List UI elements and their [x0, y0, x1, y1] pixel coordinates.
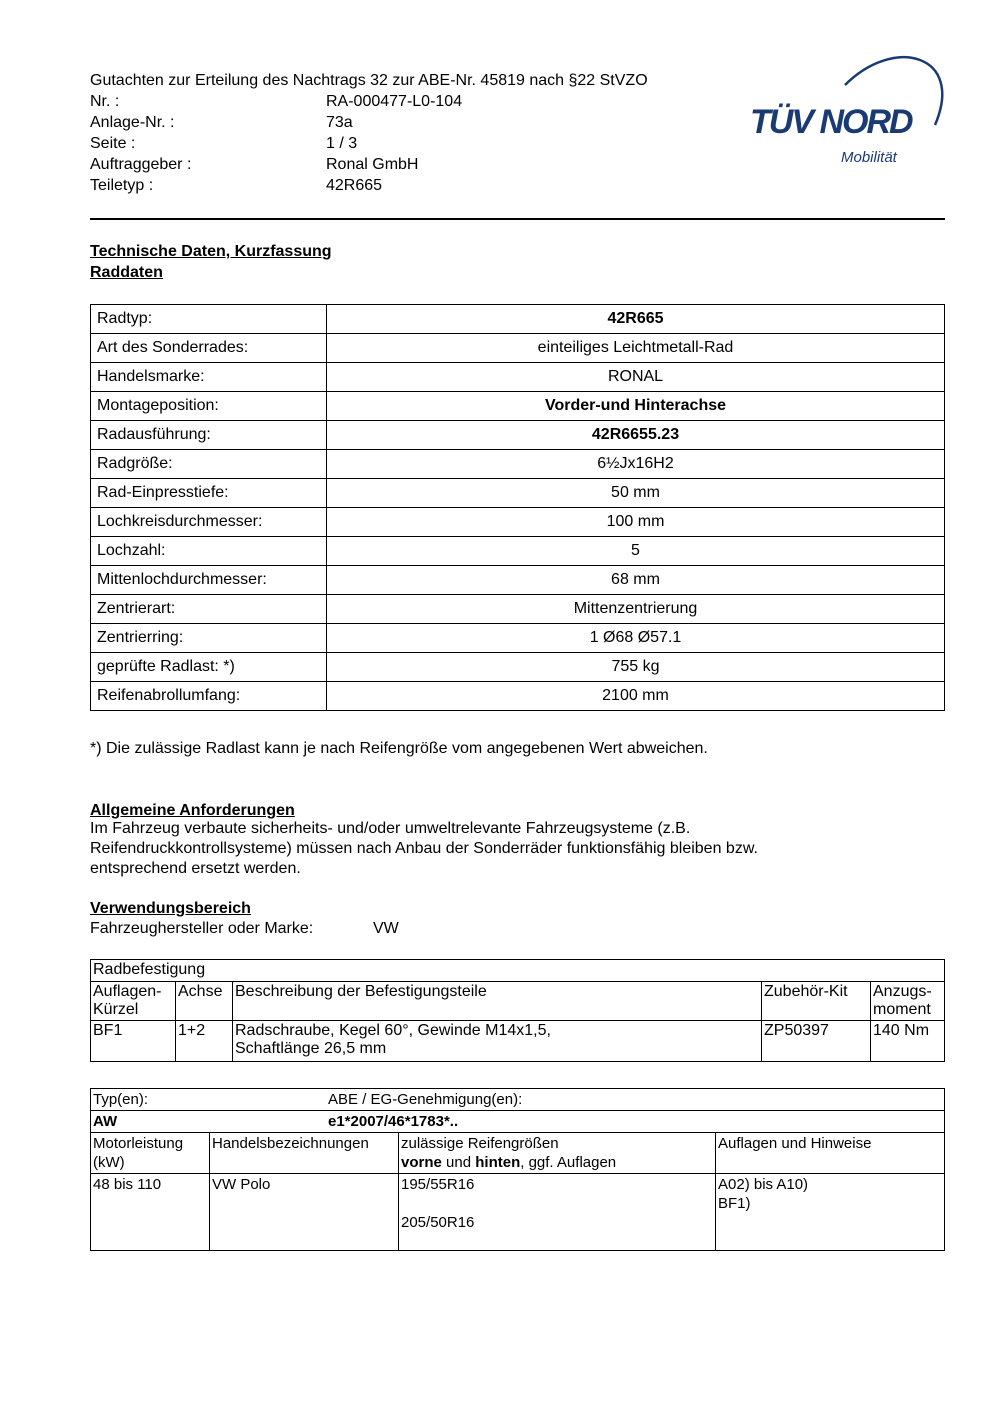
raddaten-row — [91, 363, 945, 392]
typ-header-right: ABE / EG-Genehmigung(en): — [328, 1091, 523, 1108]
col-reifen-rest: , ggf. Auflagen — [520, 1154, 617, 1171]
raddaten-value: 1 Ø68 Ø57.1 — [327, 624, 945, 653]
raddaten-key: Reifenabrollumfang: — [91, 682, 327, 711]
row-leistung: 48 bis 110 — [91, 1174, 210, 1251]
col-auflagen: Auflagen und Hinweise — [716, 1133, 945, 1174]
row-auflagen: A02) bis A10) BF1) — [716, 1174, 945, 1251]
logo-sub: Mobilität — [841, 149, 897, 166]
raddaten-value: 42R665 — [327, 305, 945, 334]
raddaten-row — [91, 624, 945, 653]
col-reifen-line2 — [401, 1153, 713, 1172]
bef-kuerzel: BF1 — [91, 1021, 176, 1062]
bef-beschreibung: Radschraube, Kegel 60°, Gewinde M14x1,5, Schaftlänge 26,5 mm — [233, 1021, 762, 1062]
reifen-2: 205/50R16 — [401, 1214, 475, 1231]
header-field-value: 1 / 3 — [326, 135, 358, 152]
raddaten-value: 755 kg — [327, 653, 945, 682]
raddaten-key: Radausführung: — [91, 421, 327, 450]
header-field-label: Anlage-Nr. : — [90, 114, 175, 131]
footnote: *) Die zulässige Radlast kann je nach Reifengröße vom angegebenen Wert abweichen. — [90, 740, 708, 757]
raddaten-key: Mittenlochdurchmesser: — [91, 566, 327, 595]
header-field-label: Nr. : — [90, 93, 120, 110]
raddaten-key: Handelsmarke: — [91, 363, 327, 392]
bef-h-kuerzel: Auflagen- Kürzel — [91, 982, 176, 1021]
col-reifen-und: und — [441, 1154, 476, 1171]
raddaten-key: Montageposition: — [91, 392, 327, 421]
verwendung-title: Verwendungsbereich — [90, 900, 251, 917]
header-field-value: 42R665 — [326, 177, 383, 194]
raddaten-row — [91, 566, 945, 595]
raddaten-row — [91, 508, 945, 537]
section-tech-title: Technische Daten, Kurzfassung — [90, 243, 332, 260]
col-handel: Handelsbezeichnungen — [210, 1133, 399, 1174]
bef-h-kit: Zubehör-Kit — [762, 982, 871, 1021]
tuv-nord-logo — [745, 45, 950, 170]
col-leistung: Motorleistung (kW) — [91, 1133, 210, 1174]
col-reifen-line1: zulässige Reifengrößen — [401, 1135, 559, 1152]
typ-value: AW — [93, 1113, 118, 1130]
allgemein-line: Im Fahrzeug verbaute sicherheits- und/oder umweltrelevante Fahrzeugsysteme (z.B. — [90, 820, 691, 837]
raddaten-value: 2100 mm — [327, 682, 945, 711]
raddaten-key: Lochkreisdurchmesser: — [91, 508, 327, 537]
row-reifen — [399, 1174, 716, 1251]
header-rule — [90, 218, 945, 220]
allgemein-title: Allgemeine Anforderungen — [90, 802, 295, 819]
raddaten-key: Radgröße: — [91, 450, 327, 479]
section-tech-subtitle: Raddaten — [90, 264, 163, 281]
col-reifen-vorne: vorne — [401, 1154, 442, 1171]
col-reifen — [399, 1133, 716, 1174]
typen-table — [90, 1088, 945, 1251]
header-field-value: Ronal GmbH — [326, 156, 419, 173]
radbefestigung-table — [90, 959, 945, 1062]
raddaten-value: Vorder-und Hinterachse — [327, 392, 945, 421]
bef-achse: 1+2 — [176, 1021, 233, 1062]
raddaten-value: Mittenzentrierung — [327, 595, 945, 624]
raddaten-value: 6½Jx16H2 — [327, 450, 945, 479]
bef-caption: Radbefestigung — [91, 960, 945, 982]
typ-header — [91, 1089, 945, 1111]
raddaten-key: Zentrierring: — [91, 624, 327, 653]
doc-title: Gutachten zur Erteilung des Nachtrags 32 zur ABE-Nr. 45819 nach §22 StVZO — [90, 72, 648, 89]
raddaten-value: 5 — [327, 537, 945, 566]
raddaten-row — [91, 537, 945, 566]
raddaten-key: geprüfte Radlast: *) — [91, 653, 327, 682]
raddaten-value: 68 mm — [327, 566, 945, 595]
raddaten-key: Radtyp: — [91, 305, 327, 334]
header-field-label: Auftraggeber : — [90, 156, 192, 173]
raddaten-key: Zentrierart: — [91, 595, 327, 624]
typ-row — [91, 1111, 945, 1133]
bef-h-achse: Achse — [176, 982, 233, 1021]
raddaten-row — [91, 479, 945, 508]
raddaten-row — [91, 421, 945, 450]
raddaten-row — [91, 653, 945, 682]
verwendung-value: VW — [373, 920, 399, 937]
header-field-value: 73a — [326, 114, 353, 131]
bef-h-beschreibung: Beschreibung der Befestigungsteile — [233, 982, 762, 1021]
bef-kit: ZP50397 — [762, 1021, 871, 1062]
row-handel: VW Polo — [210, 1174, 399, 1251]
raddaten-value: einteiliges Leichtmetall-Rad — [327, 334, 945, 363]
allgemein-line: Reifendruckkontrollsysteme) müssen nach Anbau der Sonderräder funktionsfähig bleiben bzw. — [90, 840, 758, 857]
col-reifen-hinten: hinten — [475, 1154, 521, 1171]
genehmigung-value: e1*2007/46*1783*.. — [328, 1113, 459, 1130]
bef-moment: 140 Nm — [871, 1021, 945, 1062]
raddaten-key: Lochzahl: — [91, 537, 327, 566]
raddaten-row — [91, 392, 945, 421]
raddaten-key: Rad-Einpresstiefe: — [91, 479, 327, 508]
header-field-value: RA-000477-L0-104 — [326, 93, 463, 110]
verwendung-label: Fahrzeughersteller oder Marke: — [90, 920, 314, 937]
reifen-1: 195/55R16 — [401, 1176, 475, 1193]
typ-header-left: Typ(en): — [93, 1091, 149, 1108]
allgemein-line: entsprechend ersetzt werden. — [90, 860, 301, 877]
raddaten-value: RONAL — [327, 363, 945, 392]
header-field-label: Seite : — [90, 135, 136, 152]
raddaten-row — [91, 334, 945, 363]
raddaten-value: 100 mm — [327, 508, 945, 537]
bef-h-moment: Anzugs- moment — [871, 982, 945, 1021]
raddaten-value: 50 mm — [327, 479, 945, 508]
raddaten-key: Art des Sonderrades: — [91, 334, 327, 363]
raddaten-row — [91, 305, 945, 334]
raddaten-table — [90, 304, 945, 711]
raddaten-row — [91, 595, 945, 624]
raddaten-row — [91, 682, 945, 711]
logo-brand: TÜV NORD — [750, 103, 912, 141]
header-field-label: Teiletyp : — [90, 177, 154, 194]
raddaten-value: 42R6655.23 — [327, 421, 945, 450]
raddaten-row — [91, 450, 945, 479]
allgemein-text — [90, 819, 758, 879]
